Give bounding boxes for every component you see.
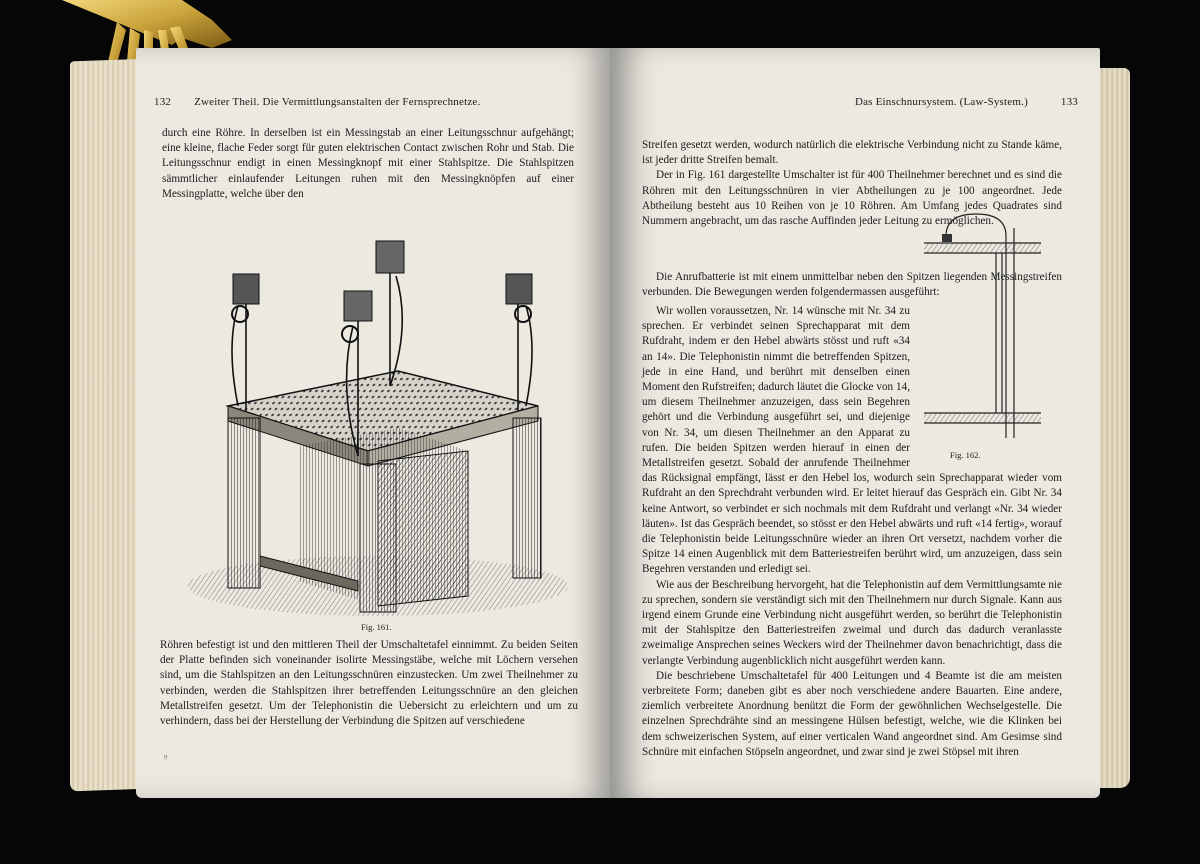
left-page-number: 132 bbox=[154, 96, 172, 108]
right-paragraph-1: Streifen gesetzt werden, wodurch natürlich die elektrische Verbindung nicht zu Stande käme, ist jeder dritte Streifen bemalt. bbox=[642, 139, 1062, 167]
signature-mark: ᴉᴉ bbox=[164, 754, 168, 760]
right-paragraph-3: Die Anrufbatterie ist mit einem unmittelbar neben den Spitzen liegenden Messingstreifen verbunden. Die Bewegungen werden folgendermassen ausgeführt: bbox=[642, 271, 1062, 299]
figure-162-caption: Fig. 162. bbox=[950, 450, 981, 460]
left-text-bottom bbox=[160, 638, 578, 729]
right-running-head bbox=[855, 96, 1078, 108]
right-head-title: Das Einschnursystem. (Law-System.) bbox=[854, 96, 1028, 108]
left-paragraph-bottom: Röhren befestigt ist und den mittleren Theil der Umschaltetafel einnimmt. Zu beiden Seiten der Platte befinden sich voneinander isolirte Messingstäbe, welche mit Löchern versehen sind, um die Stahlspitzen an den Leitungsschnüren einzustecken. Um zwei Theilnehmer zu verbinden, werden die Stahlspitzen ihrer betreffenden Leitungsschnüre an den gleichen Metallstreifen gesetzt. Um der Telephonistin die Uebersicht zu erleichtern und um zu verhindern, dass bei der Herstellung der Verbindung die Spitzen auf verschiedene bbox=[160, 639, 578, 728]
open-book bbox=[70, 42, 1130, 812]
right-paragraph-6: Die beschriebene Umschaltetafel für 400 Leitungen und 4 Beamte ist die am meisten verbreitete Form; daneben gibt es aber noch verschiedene andere Bauarten. Eine andere, ziemlich verbreitete Anordnung benützt die Form der gewöhnlichen Wechselgestelle. Die einzelnen Sprechdrähte sind an messingene Hülsen befestigt, welche, wie die Klinken bei dem schweizerischen System, auf einer verticalen Wand angeordnet sind. Am Gesimse sind Schnüre mit einfachen Stöpseln angeordnet, und zwar sind je zwei Stöpsel mit ihren bbox=[642, 669, 1062, 758]
right-page-number: 133 bbox=[1060, 96, 1078, 108]
figure-float-spacer bbox=[910, 304, 1062, 468]
left-text-top bbox=[162, 126, 574, 202]
right-page bbox=[610, 48, 1100, 798]
right-text-main bbox=[642, 304, 1062, 760]
switchboard-table-illustration bbox=[168, 196, 578, 616]
right-paragraph-2: Der in Fig. 161 dargestellte Umschalter ist für 400 Theilnehmer berechnet und es sind die Röhren mit den Leitungsschnüren in vier Abtheilungen zu je 100 angeordnet. Jede Abtheilung besteht aus 10 Reihen von je 10 Röhren. Am Umfang jedes Quadrates sind Nummern angebracht, um das rasche Auffinden jeder Leitung zu ermöglichen. bbox=[642, 169, 1062, 228]
left-paragraph-top: durch eine Röhre. In derselben ist ein Messingstab an einer Leitungsschnur aufgehängt; eine kleine, flache Feder sorgt für guten elektrischen Contact zwischen Rohr und Stab. Die Leitungsschnur endigt in einen Messingknopf mit einer Stahlspitze. Die Stahlspitzen sämmtlicher einlaufender Leitungen ruhen mit den Messingknöpfen auf einer Messingplatte, welche über den bbox=[162, 127, 574, 200]
right-paragraph-4-visible: Wir wollen voraussetzen, Nr. 14 wünsche mit Nr. 34 zu sprechen. Er verbindet seinen Sprechapparat mit dem Rufdraht, indem er den Hebel abwärts stösst und ruft «34 an 14». Die Telephonistin nimmt die betreffenden Spitzen, jede in eine Hand, und berührt mit denselben einen Moment den Rufstreifen; dadurch läutet die Glocke von 14, um diesem Theilnehmer anzuzeigen, dass sein Begehren gehört und die Verbindung ausgeführt sei, und diejenige von Nr. 34, um diesen Theilnehmer an den Apparat zu rufen. Die beiden Spitzen werden hierauf in einen der Metallstreifen gesetzt. Sobald der anrufende Theilnehmer das Rücksignal empfängt, lässt er den Hebel los, wodurch sein Sprechapparat wieder vom Rufdraht an den Sprechdraht verbunden wird. Er leitet hierauf das Gespräch ein. Gibt Nr. 34 keine Antwort, so verbindet er sich nochmals mit dem Rufdraht und verlangt «Nr. 34 wieder läuten». Ist das Gespräch beendet, so stösst er den Hebel abwärts und ruft «14 fertig», worauf die Telephonistin beide Leitungsschnüre wieder an ihren Ort versetzt, nachdem vorher die Spitze 14 einen Augenblick mit dem Batteriestreifen berührt wird, um anzuzeigen, dass sein Begehren verstanden und erledigt sei. bbox=[642, 305, 1062, 576]
left-running-head bbox=[154, 96, 480, 108]
left-page bbox=[136, 48, 612, 798]
left-head-title: Zweiter Theil. Die Vermittlungsanstalten der Fernsprechnetze. bbox=[194, 96, 481, 108]
figure-161-caption: Fig. 161. bbox=[361, 622, 392, 632]
right-paragraph-5: Wie aus der Beschreibung hervorgeht, hat die Telephonistin auf dem Vermittlungsamte nie zu sprechen, sondern sie verständigt sich mit den Theilnehmern nur durch Signale. Kann aus irgend einem Grunde eine Verbindung nicht ausgeführt werden, so berührt die Telephonistin mit der Stahlspitze den Batteriestreifen zweimal und durch das dadurch veranlasste zweimalige Ansprechen seines Weckers wird der Theilnehmer davon benachrichtigt, dass die verlangte Verbindung augenblicklich nicht ausgeführt werden kann. bbox=[642, 578, 1062, 667]
